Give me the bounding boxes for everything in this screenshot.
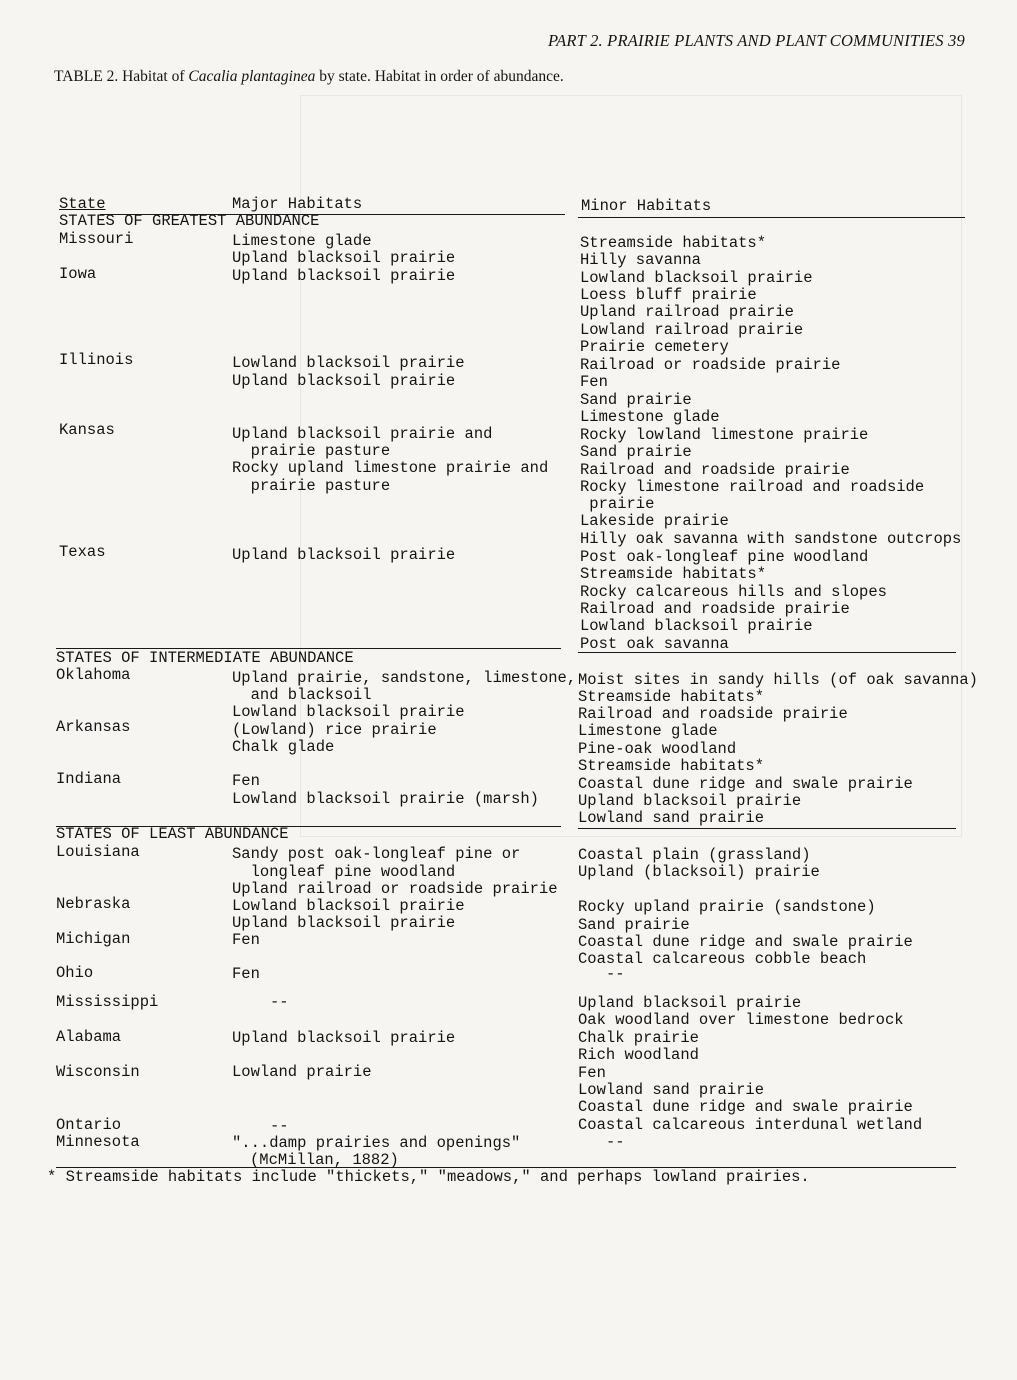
state-arkansas: Arkansas — [56, 718, 131, 736]
minor-habitat: Coastal calcareous cobble beach — [578, 950, 867, 968]
minor-habitat: Post oak-longleaf pine woodland — [580, 548, 869, 566]
major-habitat: Lowland blacksoil prairie — [232, 897, 465, 915]
minor-habitat: Loess bluff prairie — [580, 286, 757, 304]
minor-habitat: Rocky upland prairie (sandstone) — [578, 898, 876, 916]
state-minnesota: Minnesota — [56, 1133, 140, 1151]
state-texas: Texas — [59, 543, 106, 561]
major-habitat: Upland railroad or roadside prairie — [232, 880, 558, 898]
header-minor: Minor Habitats — [581, 197, 712, 215]
minor-habitat: Coastal calcareous interdunal wetland — [578, 1116, 923, 1134]
footnote: * Streamside habitats include "thickets," "meadows," and perhaps lowland prairies. — [47, 1168, 810, 1186]
state-illinois: Illinois — [59, 351, 134, 369]
major-habitat: (Lowland) rice prairie — [232, 721, 437, 739]
major-habitat: longleaf pine woodland — [232, 863, 456, 881]
minor-habitat: Sand prairie — [580, 391, 692, 409]
header-major: Major Habitats — [232, 195, 363, 213]
minor-habitat: Lakeside prairie — [580, 512, 729, 530]
major-habitat: Upland blacksoil prairie — [232, 914, 456, 932]
caption-species: Cacalia plantaginea — [188, 68, 316, 85]
group-least: STATES OF LEAST ABUNDANCE — [56, 825, 289, 843]
minor-habitat: Coastal dune ridge and swale prairie — [578, 775, 913, 793]
minor-habitat: Chalk prairie — [578, 1029, 699, 1047]
minor-habitat: Hilly oak savanna with sandstone outcrops — [580, 530, 962, 548]
minor-habitat: Fen — [580, 373, 608, 391]
major-habitat: Upland blacksoil prairie — [232, 1029, 456, 1047]
minor-habitat: Railroad or roadside prairie — [580, 356, 841, 374]
caption-prefix: TABLE 2. Habitat of — [54, 68, 189, 85]
state-wisconsin: Wisconsin — [56, 1063, 140, 1081]
minor-habitat: Lowland sand prairie — [578, 1081, 765, 1099]
major-habitat: Upland blacksoil prairie — [232, 546, 456, 564]
minor-habitat: Lowland sand prairie — [578, 809, 765, 827]
rule-before-least-right — [578, 828, 956, 829]
minor-habitat: Rocky calcareous hills and slopes — [580, 583, 887, 601]
minor-habitat: Coastal dune ridge and swale prairie — [578, 933, 913, 951]
minor-habitat: Railroad and roadside prairie — [578, 705, 848, 723]
minor-habitat: Lowland railroad prairie — [580, 321, 804, 339]
minor-habitat: Upland railroad prairie — [580, 303, 794, 321]
major-habitat: prairie pasture — [232, 477, 391, 495]
minor-habitat: Rocky limestone railroad and roadside — [580, 478, 925, 496]
major-habitat: -- — [270, 1117, 289, 1135]
major-habitat: Upland blacksoil prairie — [232, 372, 456, 390]
state-oklahoma: Oklahoma — [56, 666, 131, 684]
minor-habitat: Moist sites in sandy hills (of oak savanna) — [578, 671, 978, 689]
major-habitat: Upland blacksoil prairie — [232, 267, 456, 285]
minor-habitat: Streamside habitats* — [578, 688, 765, 706]
major-habitat: Fen — [232, 772, 260, 790]
state-mississippi: Mississippi — [56, 993, 159, 1011]
minor-habitat: Upland blacksoil prairie — [578, 792, 802, 810]
minor-habitat: Pine-oak woodland — [578, 740, 737, 758]
minor-habitat: Coastal dune ridge and swale prairie — [578, 1098, 913, 1116]
minor-habitat: Railroad and roadside prairie — [580, 461, 850, 479]
state-louisiana: Louisiana — [56, 843, 140, 861]
major-habitat: Upland prairie, sandstone, limestone, — [232, 669, 577, 687]
major-habitat: Lowland blacksoil prairie — [232, 354, 465, 372]
state-nebraska: Nebraska — [56, 895, 131, 913]
state-ohio: Ohio — [56, 964, 94, 982]
state-kansas: Kansas — [59, 421, 115, 439]
major-habitat: Lowland blacksoil prairie (marsh) — [232, 790, 539, 808]
minor-habitat: Rich woodland — [578, 1046, 699, 1064]
major-habitat: Lowland blacksoil prairie — [232, 703, 465, 721]
state-ontario: Ontario — [56, 1116, 122, 1134]
minor-habitat: Rocky lowland limestone prairie — [580, 426, 869, 444]
minor-habitat: Upland (blacksoil) prairie — [578, 863, 820, 881]
major-habitat: prairie pasture — [232, 442, 391, 460]
minor-habitat: Fen — [578, 1064, 606, 1082]
minor-habitat: Upland blacksoil prairie — [578, 994, 802, 1012]
major-habitat: Fen — [232, 965, 260, 983]
minor-habitat: Limestone glade — [578, 722, 718, 740]
minor-habitat: Lowland blacksoil prairie — [580, 617, 813, 635]
major-habitat: Sandy post oak-longleaf pine or — [232, 845, 521, 863]
state-indiana: Indiana — [56, 770, 122, 788]
minor-habitat: prairie — [580, 495, 655, 513]
major-habitat: Rocky upland limestone prairie and — [232, 459, 549, 477]
minor-habitat: Hilly savanna — [580, 251, 701, 269]
header-rule-right — [578, 217, 965, 218]
minor-habitat: Streamside habitats* — [580, 234, 767, 252]
minor-habitat: -- — [606, 965, 625, 983]
minor-habitat: Sand prairie — [580, 443, 692, 461]
major-habitat: Upland blacksoil prairie and — [232, 425, 493, 443]
minor-habitat: Lowland blacksoil prairie — [580, 269, 813, 287]
minor-habitat: Railroad and roadside prairie — [580, 600, 850, 618]
major-habitat: and blacksoil — [232, 686, 372, 704]
major-habitat: Limestone glade — [232, 232, 372, 250]
caption-suffix: by state. Habitat in order of abundance. — [315, 68, 564, 85]
major-habitat: Upland blacksoil prairie — [232, 249, 456, 267]
header-state: State — [59, 195, 106, 213]
major-habitat: (McMillan, 1882) — [250, 1151, 399, 1169]
running-head: PART 2. PRAIRIE PLANTS AND PLANT COMMUNITIES 39 — [547, 31, 965, 50]
minor-habitat: Coastal plain (grassland) — [578, 846, 811, 864]
state-alabama: Alabama — [56, 1028, 122, 1046]
minor-habitat: Oak woodland over limestone bedrock — [578, 1011, 904, 1029]
state-michigan: Michigan — [56, 930, 131, 948]
minor-habitat: Prairie cemetery — [580, 338, 729, 356]
major-habitat: -- — [270, 993, 289, 1011]
minor-habitat: Streamside habitats* — [578, 757, 765, 775]
group-intermediate: STATES OF INTERMEDIATE ABUNDANCE — [56, 649, 354, 667]
major-habitat: Fen — [232, 931, 260, 949]
group-greatest: STATES OF GREATEST ABUNDANCE — [59, 212, 320, 230]
state-missouri: Missouri — [59, 230, 134, 248]
major-habitat: Lowland prairie — [232, 1063, 372, 1081]
minor-habitat: Limestone glade — [580, 408, 720, 426]
minor-habitat: Post oak savanna — [580, 635, 729, 653]
major-habitat: "...damp prairies and openings" — [232, 1134, 521, 1152]
state-iowa: Iowa — [59, 265, 97, 283]
minor-habitat: Sand prairie — [578, 916, 690, 934]
minor-habitat: Streamside habitats* — [580, 565, 767, 583]
minor-habitat: -- — [606, 1133, 625, 1151]
major-habitat: Chalk glade — [232, 738, 335, 756]
table-caption — [54, 68, 564, 86]
